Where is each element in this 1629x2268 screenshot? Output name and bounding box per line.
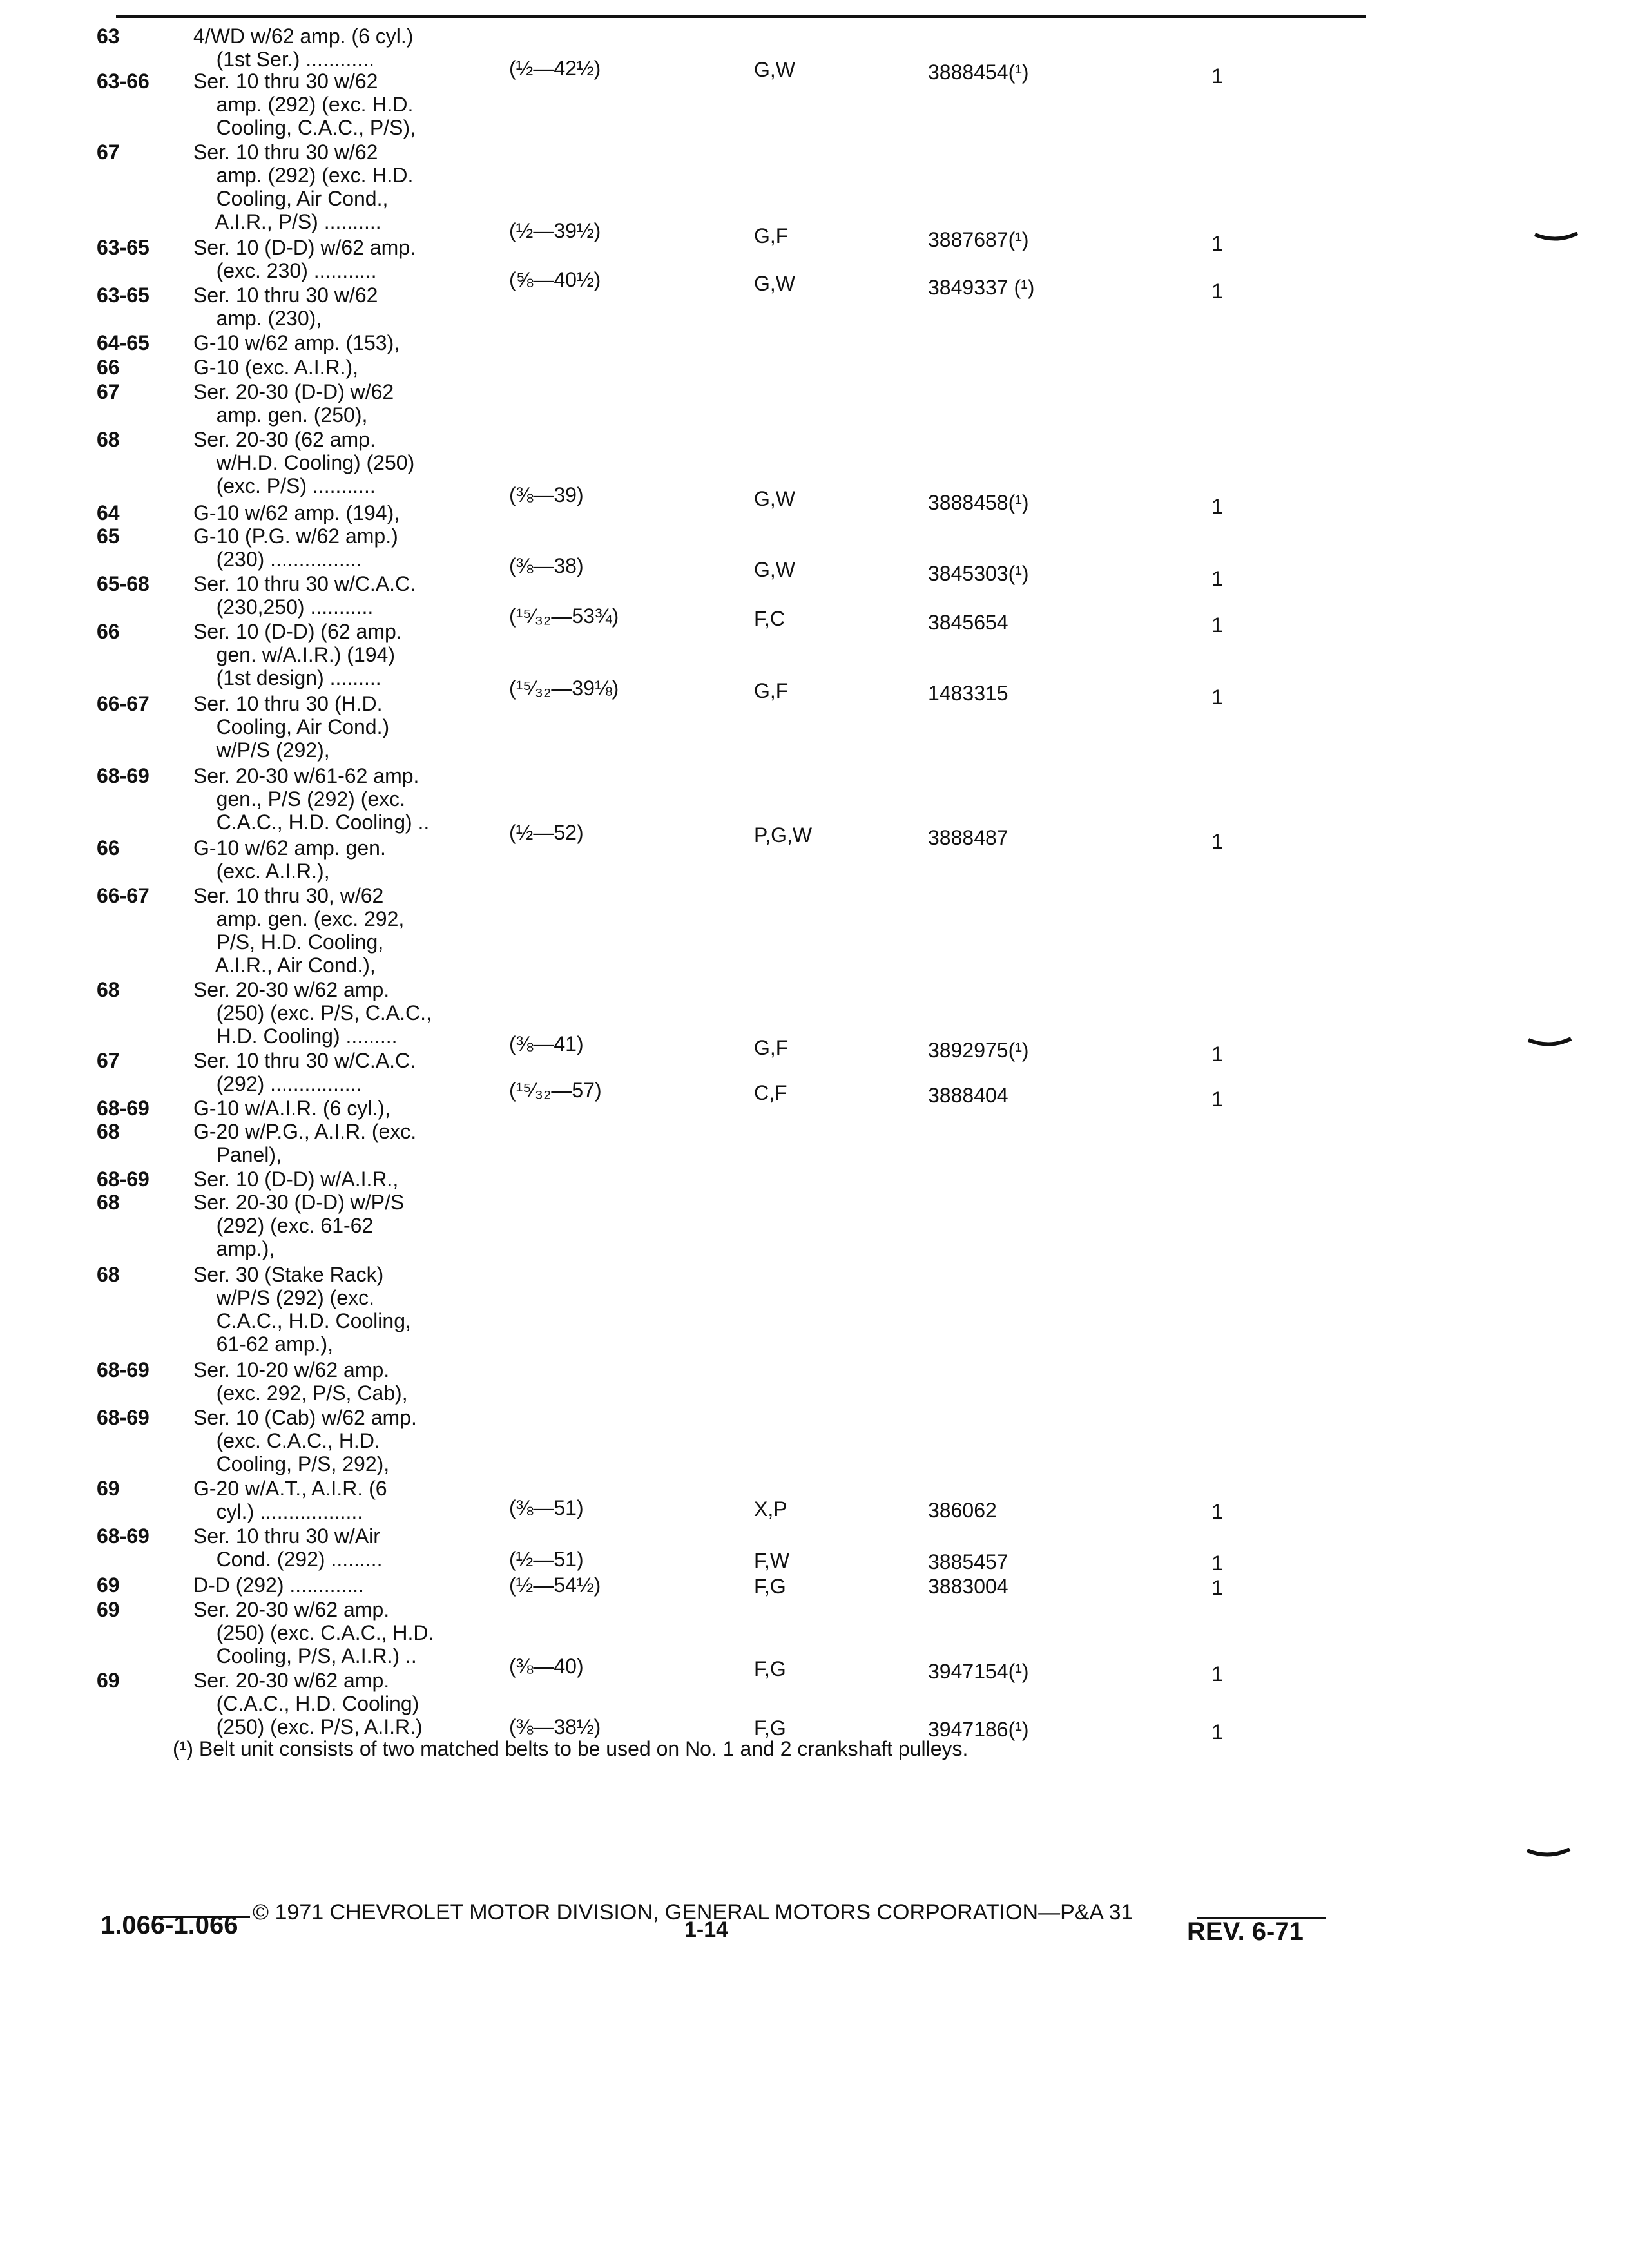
application-description: Ser. 10 (D-D) w/A.I.R.,	[193, 1168, 399, 1191]
part-number: 3892975(¹)	[928, 1039, 1029, 1062]
application-description: Ser. 20-30 w/62 amp. (250) (exc. C.A.C., H.D. Cooling, P/S, A.I.R.) ..	[193, 1598, 434, 1667]
year-range: 66	[97, 620, 120, 643]
application-description: Ser. 10 thru 30 w/62 amp. (230),	[193, 284, 378, 330]
year-range: 64-65	[97, 331, 149, 354]
quantity: 1	[1211, 495, 1223, 518]
application-description: Ser. 20-30 (D-D) w/P/S (292) (exc. 61-62 amp.),	[193, 1191, 405, 1260]
year-range: 67	[97, 380, 120, 403]
binder-hole-mark	[1527, 1037, 1572, 1049]
section-code: G,F	[754, 224, 789, 247]
quantity: 1	[1211, 686, 1223, 709]
part-number: 3885457	[928, 1550, 1008, 1573]
belt-size: (⅜—41)	[509, 1032, 584, 1055]
application-description: Ser. 10 thru 30 w/C.A.C. (292) ................	[193, 1049, 416, 1095]
part-number: 3883004	[928, 1575, 1008, 1598]
part-number: 3947154(¹)	[928, 1660, 1029, 1683]
part-number: 3849337 (¹)	[928, 276, 1035, 299]
year-range: 69	[97, 1573, 120, 1597]
section-code: G,F	[754, 1036, 789, 1059]
quantity: 1	[1211, 280, 1223, 303]
application-description: Ser. 20-30 (D-D) w/62 amp. gen. (250),	[193, 380, 394, 427]
year-range: 69	[97, 1598, 120, 1621]
quantity: 1	[1211, 1576, 1223, 1599]
year-range: 68-69	[97, 764, 149, 787]
year-range: 66-67	[97, 692, 149, 715]
application-description: Ser. 10 thru 30 w/62 amp. (292) (exc. H.D. Cooling, C.A.C., P/S),	[193, 70, 416, 139]
binder-hole-mark	[1526, 1848, 1571, 1860]
application-description: Ser. 30 (Stake Rack) w/P/S (292) (exc. C.A.C., H.D. Cooling, 61-62 amp.),	[193, 1263, 411, 1356]
year-range: 63	[97, 24, 120, 48]
part-number: 3888458(¹)	[928, 491, 1029, 514]
footnote: (¹) Belt unit consists of two matched belts to be used on No. 1 and 2 crankshaft pulleys.	[173, 1737, 969, 1760]
part-number: 3947186(¹)	[928, 1718, 1029, 1741]
quantity: 1	[1211, 1552, 1223, 1575]
year-range: 68	[97, 1263, 120, 1286]
year-range: 68-69	[97, 1406, 149, 1429]
section-code: F,C	[754, 607, 785, 630]
section-code: G,W	[754, 487, 795, 510]
copyright-line: © 1971 CHEVROLET MOTOR DIVISION, GENERAL MOTORS CORPORATION—P&A 31	[253, 1900, 1133, 1925]
part-number: 386062	[928, 1499, 997, 1522]
year-range: 68-69	[97, 1168, 149, 1191]
application-description: Ser. 10 (D-D) w/62 amp. (exc. 230) ...........	[193, 236, 416, 282]
year-range: 63-65	[97, 236, 149, 259]
quantity: 1	[1211, 232, 1223, 255]
section-code: G,F	[754, 679, 789, 702]
year-range: 65-68	[97, 572, 149, 595]
year-range: 68-69	[97, 1097, 149, 1120]
year-range: 68	[97, 1120, 120, 1143]
application-description: G-10 w/A.I.R. (6 cyl.),	[193, 1097, 390, 1120]
section-code: X,P	[754, 1497, 787, 1521]
top-rule	[116, 15, 1366, 18]
belt-size: (¹⁵⁄₃₂—53¾)	[509, 604, 619, 628]
application-description: Ser. 20-30 (62 amp. w/H.D. Cooling) (250) (exc. P/S) ...........	[193, 428, 415, 497]
section-code: G,W	[754, 558, 795, 581]
page-code: 1.066-1.066	[101, 1911, 238, 1939]
binder-hole-mark	[1534, 232, 1579, 244]
belt-size: (¹⁵⁄₃₂—39⅛)	[509, 677, 619, 700]
revision-label: REV. 6-71	[1187, 1917, 1304, 1946]
application-description: G-10 (P.G. w/62 amp.) (230) ................	[193, 524, 398, 571]
section-code: C,F	[754, 1081, 787, 1104]
section-code: F,G	[754, 1657, 786, 1680]
part-number: 3845654	[928, 611, 1008, 634]
belt-size: (½—54½)	[509, 1573, 601, 1597]
part-number: 1483315	[928, 682, 1008, 705]
quantity: 1	[1211, 1720, 1223, 1744]
application-description: Ser. 10-20 w/62 amp. (exc. 292, P/S, Cab),	[193, 1358, 408, 1405]
application-description: G-10 w/62 amp. (153),	[193, 331, 400, 354]
application-description: 4/WD w/62 amp. (6 cyl.) (1st Ser.) ............	[193, 24, 414, 71]
section-code: G,W	[754, 58, 795, 81]
application-description: G-20 w/P.G., A.I.R. (exc. Panel),	[193, 1120, 417, 1166]
application-description: Ser. 10 thru 30 w/C.A.C. (230,250) ...........	[193, 572, 416, 619]
quantity: 1	[1211, 567, 1223, 590]
belt-size: (½—39½)	[509, 219, 601, 242]
quantity: 1	[1211, 1500, 1223, 1523]
belt-size: (½—42½)	[509, 57, 601, 80]
year-range: 64	[97, 501, 120, 524]
quantity: 1	[1211, 1043, 1223, 1066]
application-description: Ser. 10 thru 30, w/62 amp. gen. (exc. 292, P/S, H.D. Cooling, A.I.R., Air Cond.),	[193, 884, 405, 977]
part-number: 3888487	[928, 826, 1008, 849]
part-number: 3887687(¹)	[928, 228, 1029, 251]
belt-size: (¹⁵⁄₃₂—57)	[509, 1079, 602, 1102]
application-description: Ser. 20-30 w/61-62 amp. gen., P/S (292) (exc. C.A.C., H.D. Cooling) ..	[193, 764, 430, 834]
section-code: P,G,W	[754, 823, 813, 847]
belt-size: (½—51)	[509, 1548, 584, 1571]
part-number: 3845303(¹)	[928, 562, 1029, 585]
year-range: 66-67	[97, 884, 149, 907]
application-description: G-20 w/A.T., A.I.R. (6 cyl.) ..................	[193, 1477, 387, 1523]
year-range: 66	[97, 356, 120, 379]
year-range: 68	[97, 428, 120, 451]
quantity: 1	[1211, 830, 1223, 853]
year-range: 69	[97, 1669, 120, 1692]
year-range: 63-65	[97, 284, 149, 307]
section-code: F,G	[754, 1716, 786, 1740]
section-code: G,W	[754, 272, 795, 295]
quantity: 1	[1211, 1088, 1223, 1111]
year-range: 68-69	[97, 1524, 149, 1548]
quantity: 1	[1211, 64, 1223, 88]
belt-size: (⅜—51)	[509, 1496, 584, 1519]
belt-size: (⅜—39)	[509, 483, 584, 506]
application-description: Ser. 10 (D-D) (62 amp. gen. w/A.I.R.) (194) (1st design) .........	[193, 620, 402, 689]
year-range: 68-69	[97, 1358, 149, 1381]
section-code: F,W	[754, 1549, 790, 1572]
year-range: 66	[97, 836, 120, 860]
application-description: Ser. 10 thru 30 w/Air Cond. (292) .........	[193, 1524, 383, 1571]
belt-size: (½—52)	[509, 821, 584, 844]
year-range: 67	[97, 140, 120, 164]
page-number: 1-14	[684, 1917, 729, 1942]
application-description: Ser. 20-30 w/62 amp. (C.A.C., H.D. Cooling) (250) (exc. P/S, A.I.R.)	[193, 1669, 423, 1738]
section-code: F,G	[754, 1575, 786, 1598]
belt-size: (⅝—40½)	[509, 268, 601, 291]
application-description: G-10 w/62 amp. (194),	[193, 501, 400, 524]
application-description: Ser. 10 thru 30 w/62 amp. (292) (exc. H.D. Cooling, Air Cond., A.I.R., P/S) ..........	[193, 140, 414, 233]
year-range: 68	[97, 978, 120, 1001]
belt-size: (⅜—38½)	[509, 1715, 601, 1738]
belt-size: (⅜—40)	[509, 1655, 584, 1678]
application-description: G-10 (exc. A.I.R.),	[193, 356, 359, 379]
year-range: 67	[97, 1049, 120, 1072]
year-range: 65	[97, 524, 120, 548]
part-number: 3888454(¹)	[928, 61, 1029, 84]
quantity: 1	[1211, 1662, 1223, 1686]
part-number: 3888404	[928, 1084, 1008, 1107]
application-description: Ser. 20-30 w/62 amp. (250) (exc. P/S, C.A.C., H.D. Cooling) .........	[193, 978, 432, 1048]
belt-size: (⅜—38)	[509, 554, 584, 577]
application-description: Ser. 10 (Cab) w/62 amp. (exc. C.A.C., H.D. Cooling, P/S, 292),	[193, 1406, 417, 1475]
year-range: 63-66	[97, 70, 149, 93]
year-range: 68	[97, 1191, 120, 1214]
application-description: D-D (292) .............	[193, 1573, 364, 1597]
application-description: G-10 w/62 amp. gen. (exc. A.I.R.),	[193, 836, 386, 883]
year-range: 69	[97, 1477, 120, 1500]
quantity: 1	[1211, 613, 1223, 637]
application-description: Ser. 10 thru 30 (H.D. Cooling, Air Cond.) w/P/S (292),	[193, 692, 390, 762]
